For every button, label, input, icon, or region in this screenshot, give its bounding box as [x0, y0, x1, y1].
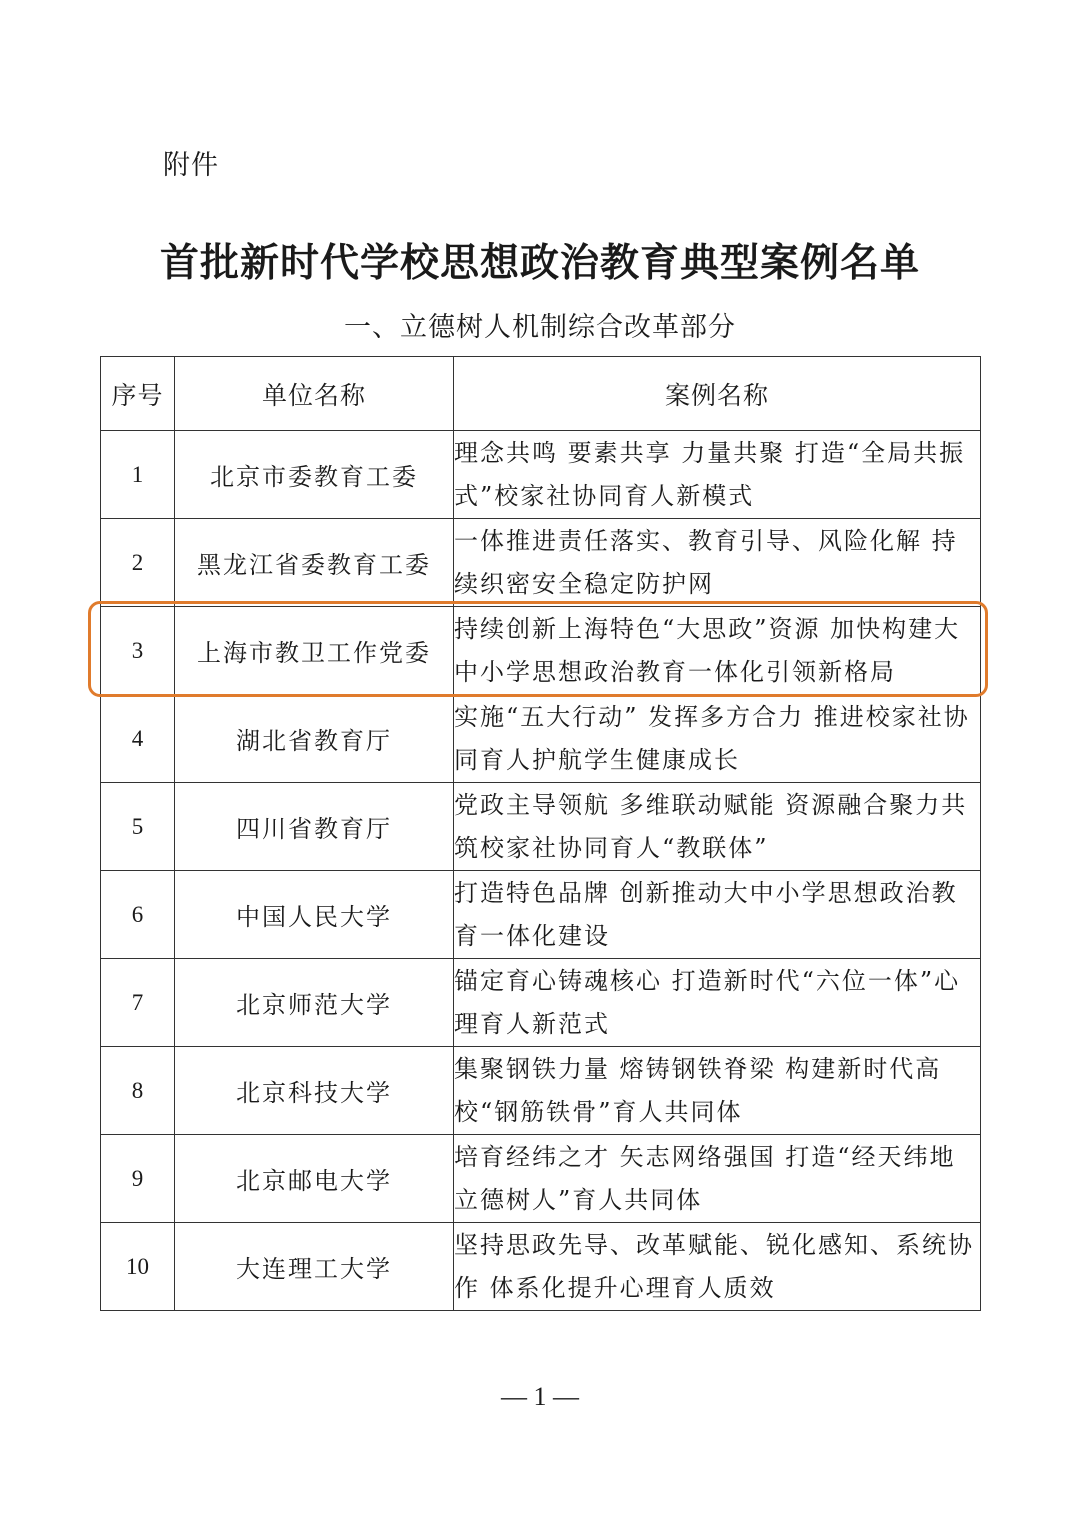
row-case: 坚持思政先导、改革赋能、锐化感知、系统协作 体系化提升心理育人质效	[454, 1223, 981, 1311]
row-unit: 北京邮电大学	[175, 1135, 454, 1223]
row-unit: 大连理工大学	[175, 1223, 454, 1311]
row-seq: 10	[101, 1223, 175, 1311]
table-header-row	[101, 357, 981, 431]
row-case: 理念共鸣 要素共享 力量共聚 打造“全局共振式”校家社协同育人新模式	[454, 431, 981, 519]
table-row	[101, 959, 981, 1047]
row-unit: 黑龙江省委教育工委	[175, 519, 454, 607]
table-row	[101, 871, 981, 959]
row-case: 持续创新上海特色“大思政”资源 加快构建大中小学思想政治教育一体化引领新格局	[454, 607, 981, 695]
table-row	[101, 607, 981, 695]
row-unit: 上海市教卫工作党委	[175, 607, 454, 695]
row-case: 锚定育心铸魂核心 打造新时代“六位一体”心理育人新范式	[454, 959, 981, 1047]
table-row	[101, 1135, 981, 1223]
row-case: 实施“五大行动” 发挥多方合力 推进校家社协同育人护航学生健康成长	[454, 695, 981, 783]
row-case: 集聚钢铁力量 熔铸钢铁脊梁 构建新时代高校“钢筋铁骨”育人共同体	[454, 1047, 981, 1135]
row-seq: 6	[101, 871, 175, 959]
row-case: 培育经纬之才 矢志网络强国 打造“经天纬地立德树人”育人共同体	[454, 1135, 981, 1223]
header-case: 案例名称	[454, 357, 981, 431]
row-seq: 8	[101, 1047, 175, 1135]
table-row	[101, 1223, 981, 1311]
table-row	[101, 783, 981, 871]
table-row	[101, 519, 981, 607]
row-unit: 湖北省教育厅	[175, 695, 454, 783]
cases-table	[100, 356, 981, 1311]
row-unit: 北京师范大学	[175, 959, 454, 1047]
row-case: 党政主导领航 多维联动赋能 资源融合聚力共筑校家社协同育人“教联体”	[454, 783, 981, 871]
row-unit: 北京科技大学	[175, 1047, 454, 1135]
section-subtitle: 一、立德树人机制综合改革部分	[344, 312, 736, 343]
row-seq: 2	[101, 519, 175, 607]
row-unit: 北京市委教育工委	[175, 431, 454, 519]
header-unit: 单位名称	[175, 357, 454, 431]
table-row	[101, 1047, 981, 1135]
row-seq: 9	[101, 1135, 175, 1223]
attachment-label: 附件	[163, 150, 219, 181]
table-row	[101, 695, 981, 783]
header-seq: 序号	[101, 357, 175, 431]
row-seq: 4	[101, 695, 175, 783]
row-case: 打造特色品牌 创新推动大中小学思想政治教育一体化建设	[454, 871, 981, 959]
table-row	[101, 431, 981, 519]
row-case: 一体推进责任落实、教育引导、风险化解 持续织密安全稳定防护网	[454, 519, 981, 607]
row-seq: 5	[101, 783, 175, 871]
row-seq: 3	[101, 607, 175, 695]
row-unit: 四川省教育厅	[175, 783, 454, 871]
document-title: 首批新时代学校思想政治教育典型案例名单	[159, 240, 920, 286]
page-number: — 1 —	[501, 1382, 579, 1411]
row-seq: 1	[101, 431, 175, 519]
row-unit: 中国人民大学	[175, 871, 454, 959]
row-seq: 7	[101, 959, 175, 1047]
